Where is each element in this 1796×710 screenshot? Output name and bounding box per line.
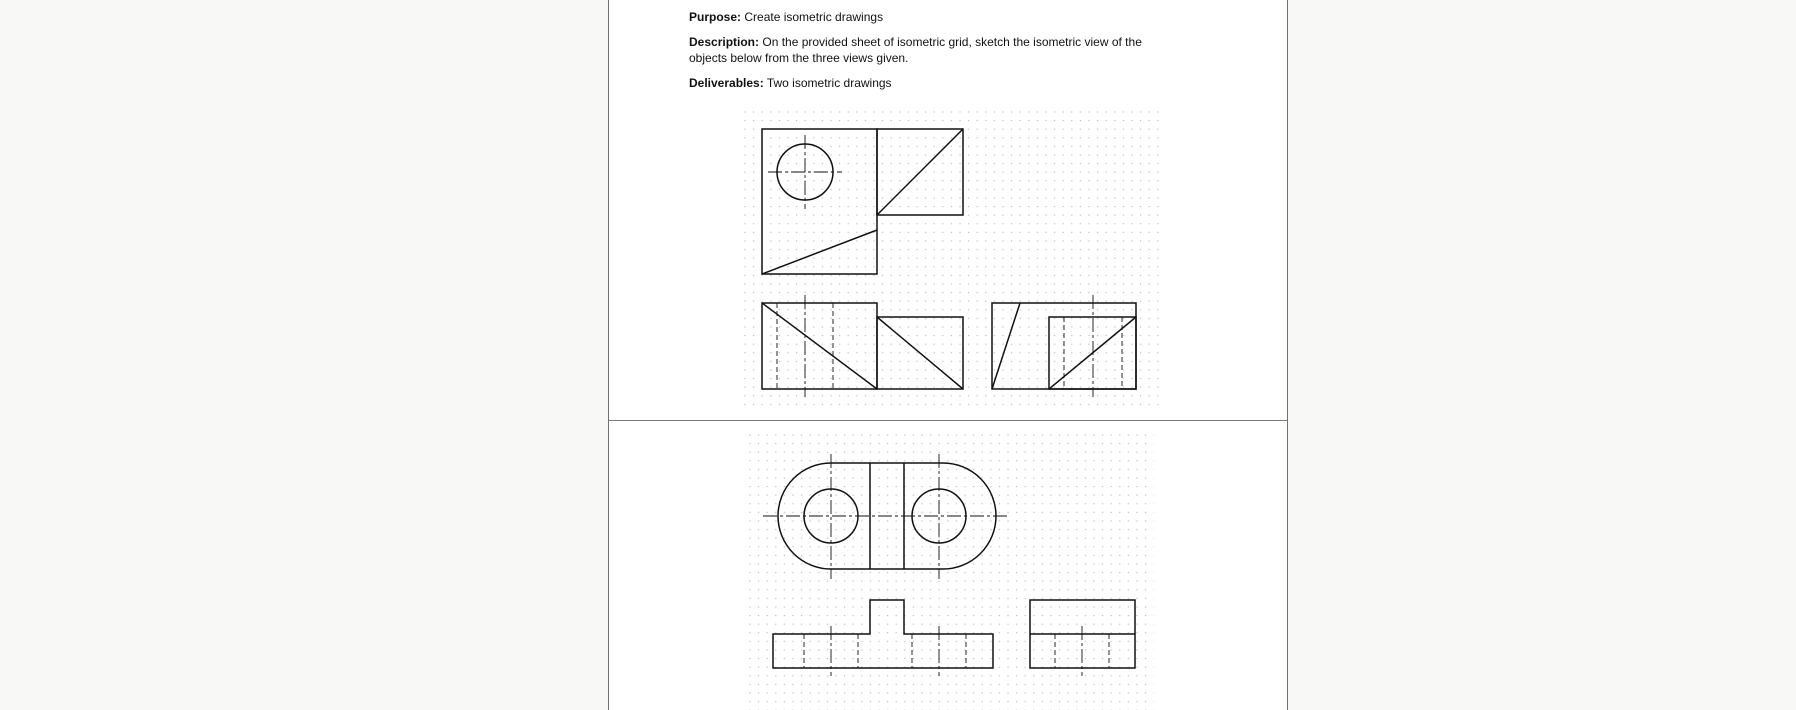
description-text: On the provided sheet of isometric grid, sketch the isometric view of the objects below from the three views given.: [689, 35, 1142, 65]
purpose-label: Purpose:: [689, 10, 742, 24]
description-label: Description:: [689, 35, 760, 49]
orthographic-drawing-2: [749, 434, 1154, 710]
deliverables-text: Two isometric drawings: [766, 76, 892, 90]
drawing-2-svg: [749, 434, 1154, 710]
grid-background: [744, 111, 1159, 409]
purpose-text: Create isometric drawings: [744, 10, 884, 24]
deliverables-line: [689, 75, 1169, 91]
page-divider: [609, 420, 1287, 421]
assignment-instructions: [689, 9, 1169, 100]
orthographic-drawing-1: [744, 111, 1159, 409]
document-page: [608, 0, 1288, 710]
description-line: [689, 34, 1169, 66]
deliverables-label: Deliverables:: [689, 76, 764, 90]
purpose-line: [689, 9, 1169, 25]
drawing-1-svg: [744, 111, 1159, 409]
